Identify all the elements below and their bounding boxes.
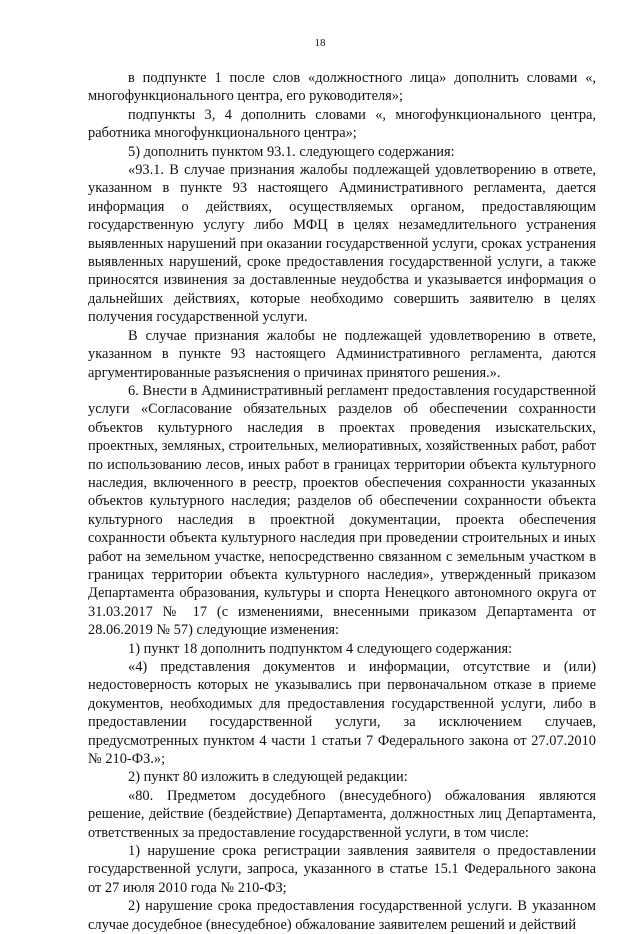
paragraph: «4) представления документов и информации, отсутствие и (или) недостоверность которых не указывались при первоначальном отказе в приеме документов, необходимых для предоставления государственной услуги, либо в предоставлении государственной услуги, за исключением случаев, предусмотренных пунктом 4 части 1 статьи 7 Федерального закона от 27.07.2010 № 210-ФЗ.»; [88,659,596,768]
paragraph: подпункты 3, 4 дополнить словами «, многофункционального центра, работника многофункционального центра»; [88,106,596,142]
paragraph: 6. Внести в Административный регламент предоставления государственной услуги «Согласование обязательных разделов об обеспечении сохранности объектов культурного наследия в проектах проведения изыскательских, проектных, земляных, строительных, мелиоративных, хозяйственных работ, работ по использованию лесов, иных работ в границах территории объекта культурного наследия, включенного в реестр, проектов обеспечения сохранности указанных объектов культурного наследия; разделов об обеспечении сохранности объекта культурного наследия в проектной документации, проекта обеспечения сохранности объекта культурного наследия при проведении строительных и иных работ на земельном участке, непосредственно связанном с земельным участком в границах территории объекта культурного наследия», утвержденный приказом Департамента образования, культуры и спорта Ненецкого автономного округа от 31.03.2017 № 17 (с изменениями, внесенными приказом Департамента от 28.06.2019 № 57) следующие изменения: [88,382,596,639]
paragraph: 2) пункт 80 изложить в следующей редакции: [128,769,408,786]
paragraph: 1) пункт 18 дополнить подпунктом 4 следующего содержания: [128,640,513,657]
paragraph: 1) нарушение срока регистрации заявления заявителя о предоставлении государственной услуги, запроса, указанного в статье 15.1 Федерального закона от 27 июля 2010 года № 210-ФЗ; [88,843,596,896]
paragraph: 2) нарушение срока предоставления государственной услуги. В указанном случае досудебное (внесудебное) обжалование заявителем решений и действий [88,898,596,933]
paragraph: 5) дополнить пунктом 93.1. следующего содержания: [128,143,455,160]
paragraph: «93.1. В случае признания жалобы подлежащей удовлетворению в ответе, указанном в пункте 93 настоящего Административного регламента, дается информация о действиях, осуществляемых органом, предоставляющим государственную услугу либо МФЦ в целях незамедлительного устранения выявленных нарушений при оказании государственной услуги, сроках устранения выявленных нарушений, сроке предоставления государственной услуги, а также приносятся извинения за доставленные неудобства и указывается информация о дальнейших действиях, которые необходимо совершить заявителю в целях получения государственной услуги. [88,162,596,326]
document-body [88,69,596,934]
page-number: 18 [314,37,326,49]
paragraph: В случае признания жалобы не подлежащей удовлетворению в ответе, указанном в пункте 93 настоящего Административного регламента, даются аргументированные разъяснения о причинах принятого решения.». [88,327,596,381]
paragraph: в подпункте 1 после слов «должностного лица» дополнить словами «, многофункционального центра, его руководителя»; [88,70,596,105]
paragraph: «80. Предметом досудебного (внесудебного) обжалования являются решение, действие (бездействие) Департамента, должностных лиц Департамента, ответственных за предоставление государственной услуги, в том числе: [88,787,596,841]
